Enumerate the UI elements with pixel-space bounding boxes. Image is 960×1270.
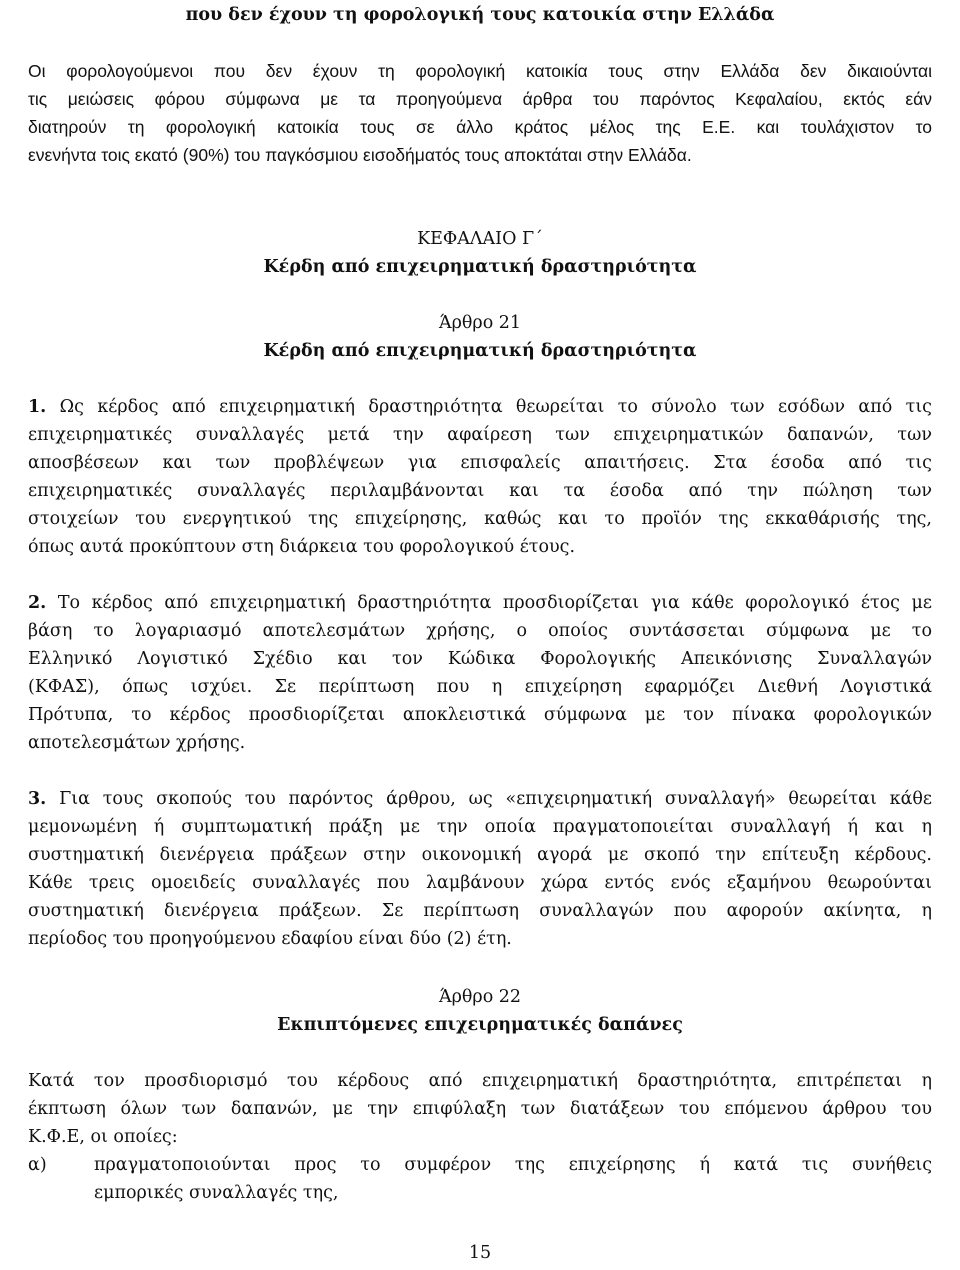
- item-a-label: α): [28, 1155, 47, 1175]
- article-21-para-2-first-line: [28, 590, 932, 616]
- article-21-para-2-line: (ΚΦΑΣ), όπως ισχύει. Σε περίπτωση που η επιχείρηση εφαρμόζει Διεθνή Λογιστικά: [28, 677, 932, 697]
- article-21-para-1-line: επιχειρηματικές συναλλαγές περιλαμβάνονται και τα έσοδα από την πώληση των: [28, 481, 932, 501]
- article-21-para-3-line: μεμονωμένη ή συμπτωματική πράξη με την οποία πραγματοποιείται συναλλαγή ή και η: [28, 817, 932, 837]
- intro-line-3: διατηρούν τη φορολογική κατοικία τους σε άλλο κράτος μέλος της Ε.Ε. και τουλάχιστον το: [28, 117, 932, 137]
- article-21-para-1-line: επιχειρηματικές συναλλαγές μετά την αφαίρεση των επιχειρηματικών δαπανών, των: [28, 425, 932, 445]
- article-21-para-1-last-line: όπως αυτά προκύπτουν στη διάρκεια του φορολογικού έτους.: [28, 537, 576, 557]
- article-21-para-3-line: συστηματική διενέργεια πράξεων. Σε περίπτωση συναλλαγών που αφορούν ακίνητα, η: [28, 901, 932, 921]
- paragraph-number-3: 3.: [28, 789, 47, 809]
- paragraph-1-first-text: Ως κέρδος από επιχειρηματική δραστηριότητα θεωρείται το σύνολο των εσόδων από τις: [59, 397, 932, 417]
- article-22-label: Άρθρο 22: [438, 987, 522, 1007]
- article-21-para-2-line: Πρότυπα, το κέρδος προσδιορίζεται αποκλειστικά σύμφωνα με τον πίνακα φορολογικών: [28, 705, 932, 725]
- article-21-para-3-last-line: περίοδος του προηγούμενου εδαφίου είναι δύο (2) έτη.: [28, 929, 512, 949]
- article-21-label: Άρθρο 21: [438, 313, 522, 333]
- paragraph-number-1: 1.: [28, 397, 47, 417]
- chapter-title: Κέρδη από επιχειρηματική δραστηριότητα: [263, 257, 697, 277]
- chapter-label: ΚΕΦΑΛΑΙΟ Γ΄: [417, 229, 543, 249]
- intro-line-4: ενενήντα τοις εκατό (90%) του παγκόσμιου εισοδήματός τους αποκτάται στην Ελλάδα.: [28, 145, 692, 165]
- paragraph-3-first-text: Για τους σκοπούς του παρόντος άρθρου, ως «επιχειρηματική συναλλαγή» θεωρείται κάθε: [59, 789, 932, 809]
- article-21-para-2-line: βάση το λογαριασμό αποτελεσμάτων χρήσης, ο οποίος συντάσσεται σύμφωνα με το: [28, 621, 932, 641]
- article-21-para-2-line: Ελληνικό Λογιστικό Σχέδιο και τον Κώδικα Φορολογικής Απεικόνισης Συναλλαγών: [28, 649, 932, 669]
- article-22-intro-line: έκπτωση όλων των δαπανών, με την επιφύλαξη των διατάξεων του επόμενου άρθρου του: [28, 1099, 932, 1119]
- item-a-last-line: εμπορικές συναλλαγές της,: [94, 1183, 339, 1203]
- article-21-para-1-line: στοιχείων του ενεργητικού της επιχείρησης, καθώς και το προϊόν της εκκαθάρισής της,: [28, 509, 932, 529]
- article-22-intro-line: Κατά τον προσδιορισμό του κέρδους από επιχειρηματική δραστηριότητα, επιτρέπεται η: [28, 1071, 932, 1091]
- article-21-para-3-line: Κάθε τρεις ομοειδείς συναλλαγές που λαμβάνουν χώρα εντός ενός εξαμήνου θεωρούνται: [28, 873, 932, 893]
- article-21-para-3-first-line: [28, 786, 932, 812]
- top-heading: που δεν έχουν τη φορολογική τους κατοικία στην Ελλάδα: [185, 5, 775, 25]
- intro-line-2: τις μειώσεις φόρου σύμφωνα με τα προηγούμενα άρθρα του παρόντος Κεφαλαίου, εκτός εάν: [28, 89, 932, 109]
- paragraph-2-first-text: Το κέρδος από επιχειρηματική δραστηριότητα προσδιορίζεται για κάθε φορολογικό έτος με: [57, 593, 932, 613]
- article-22-intro-last-line: Κ.Φ.Ε, οι οποίες:: [28, 1127, 178, 1147]
- article-21-title: Κέρδη από επιχειρηματική δραστηριότητα: [263, 341, 697, 361]
- intro-line-1: Οι φορολογούμενοι που δεν έχουν τη φορολογική κατοικία τους στην Ελλάδα δεν δικαιούνται: [28, 61, 932, 81]
- paragraph-number-2: 2.: [28, 593, 47, 613]
- document-page: [28, 0, 932, 1270]
- article-21-para-1-first-line: [28, 394, 932, 420]
- article-21-para-3-line: συστηματική διενέργεια πράξεων στην οικονομική αγορά με σκοπό την επίτευξη κέρδους.: [28, 845, 932, 865]
- article-22-title: Εκπιπτόμενες επιχειρηματικές δαπάνες: [277, 1015, 683, 1035]
- item-a-first-line: πραγματοποιούνται προς το συμφέρον της επιχείρησης ή κατά τις συνήθεις: [94, 1155, 932, 1175]
- article-21-para-1-line: αποσβέσεων και των προβλέψεων για επισφαλείς απαιτήσεις. Στα έσοδα από τις: [28, 453, 932, 473]
- article-21-para-2-last-line: αποτελεσμάτων χρήσης.: [28, 733, 246, 753]
- page-number: 15: [468, 1243, 492, 1263]
